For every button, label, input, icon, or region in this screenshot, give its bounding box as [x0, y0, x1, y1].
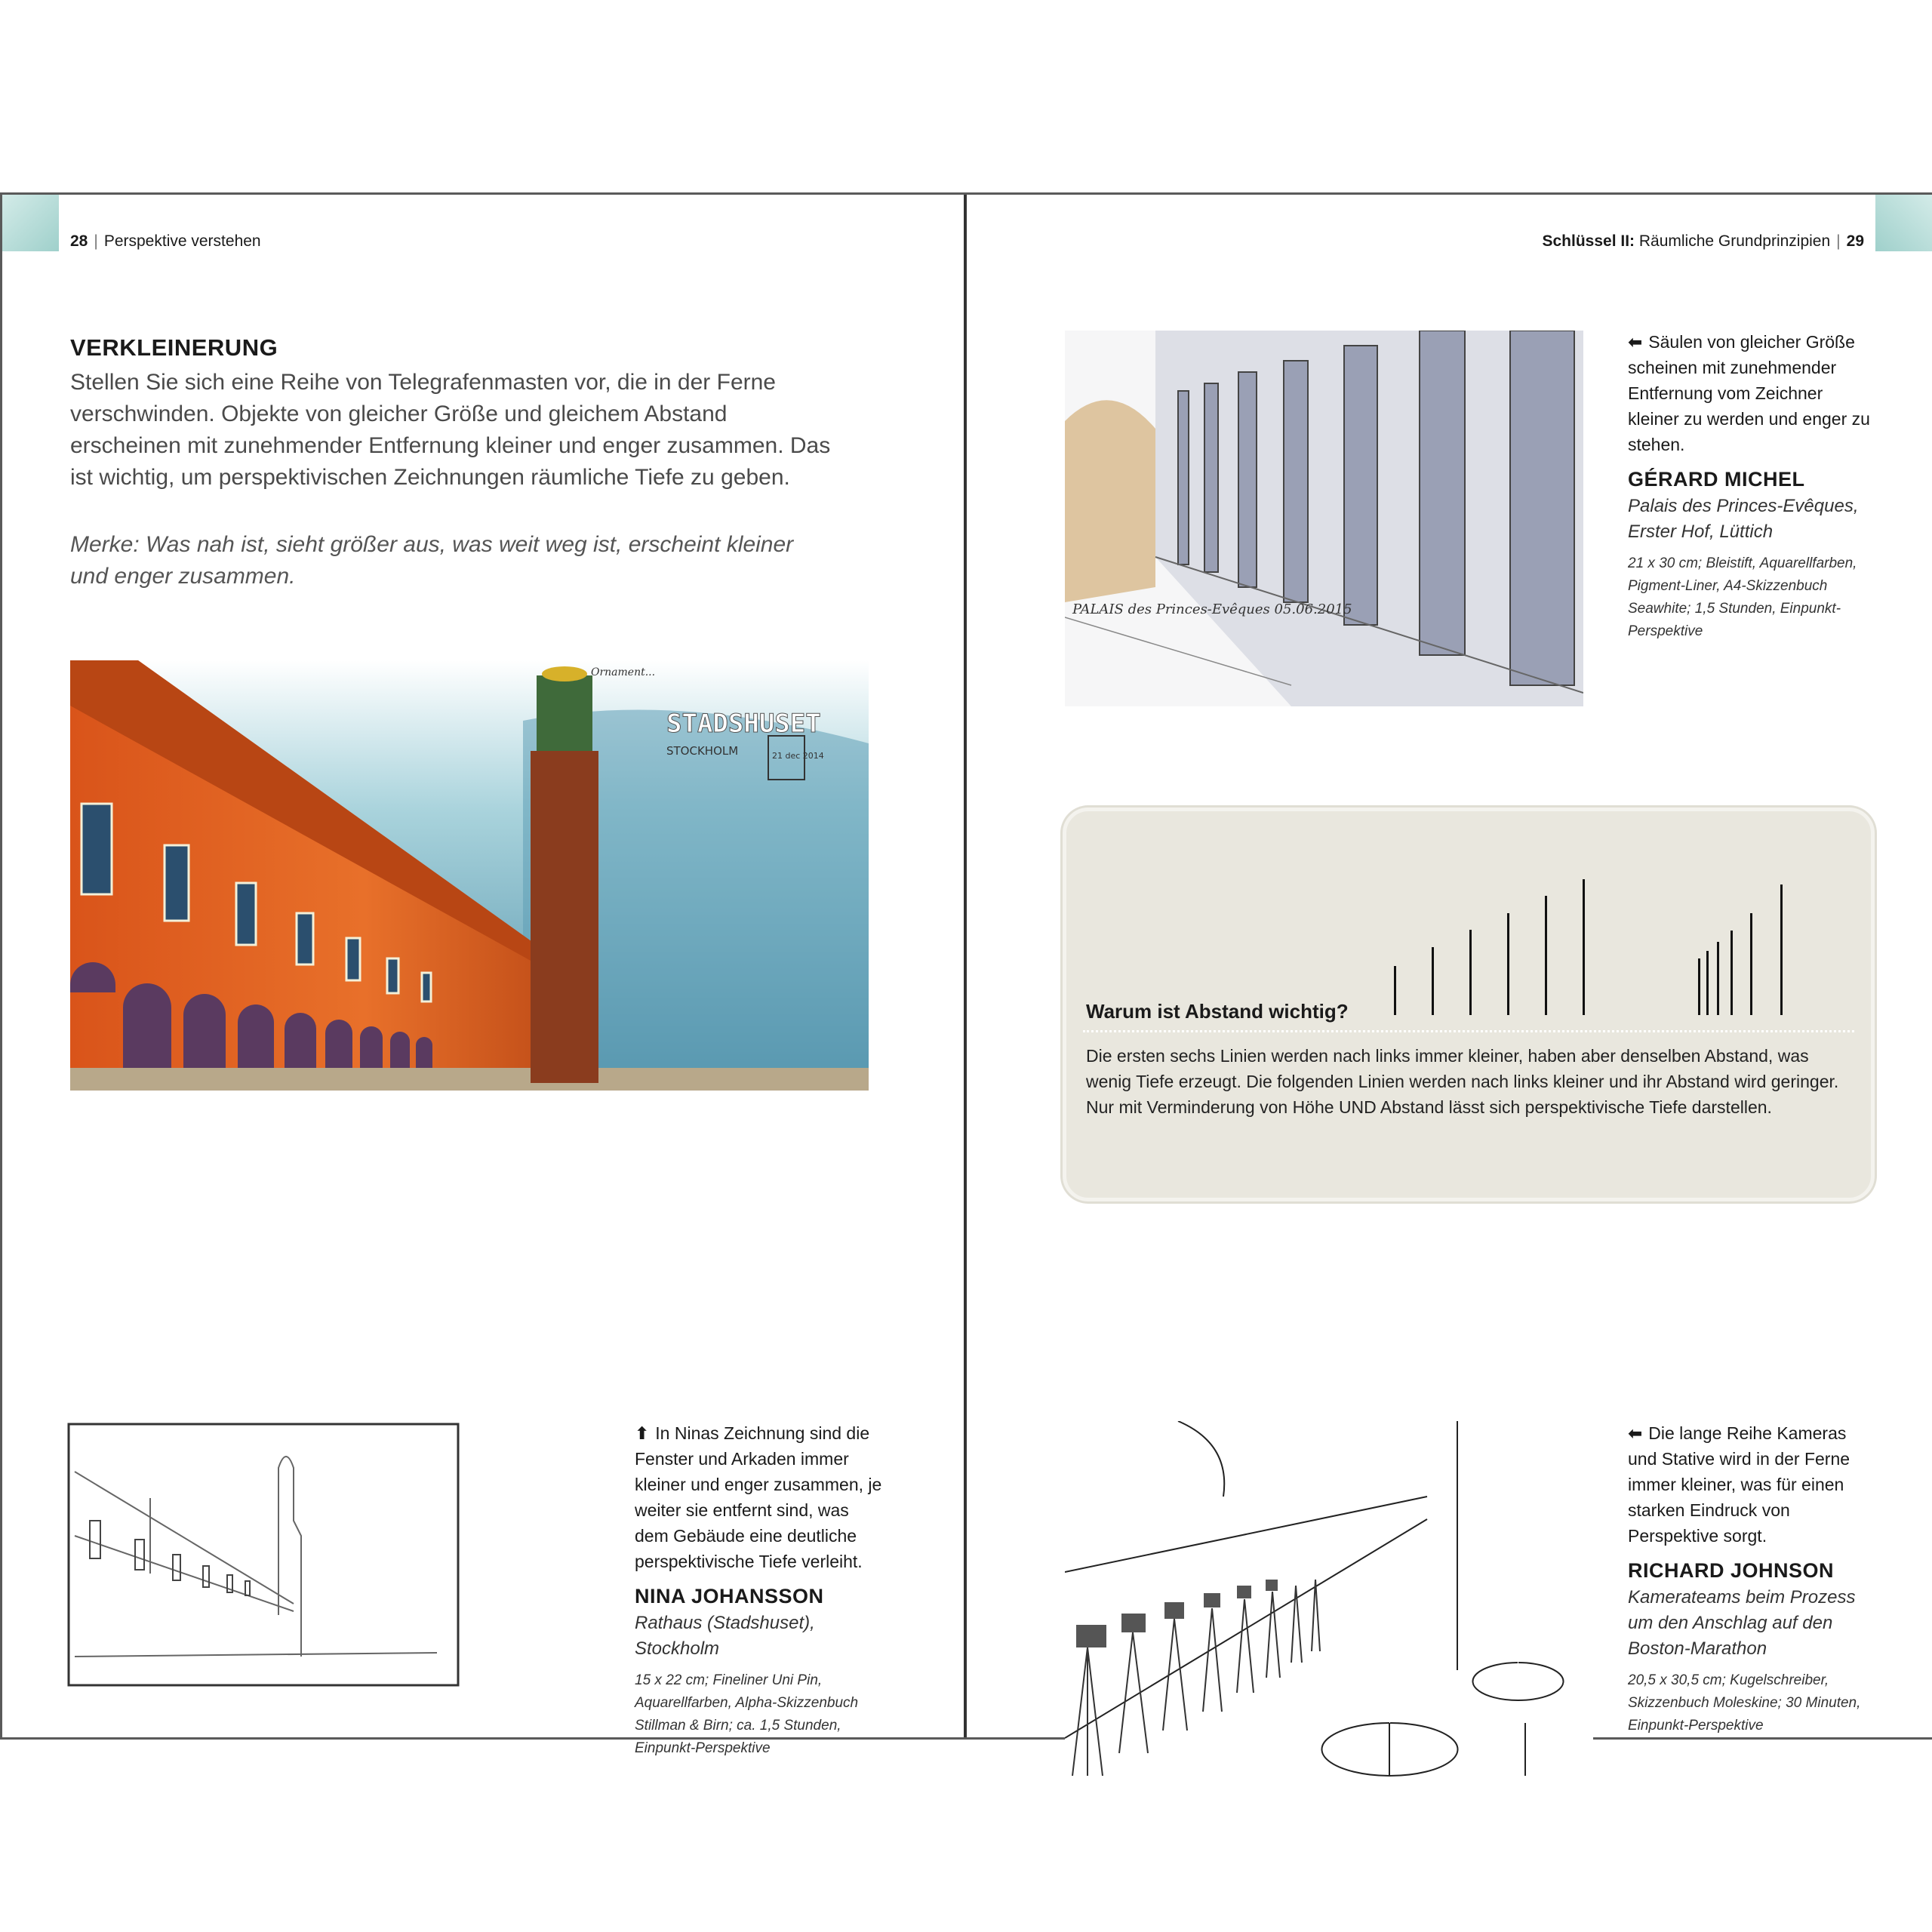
running-head-left: 28 | Perspektive verstehen [70, 232, 261, 250]
box-title: Warum ist Abstand wichtig? [1086, 1000, 1349, 1023]
caption-nina [635, 1420, 884, 1760]
technique: 15 x 22 cm; Fineliner Uni Pin, Aquarellfarben, Alpha-Skizzenbuch Stillman & Birn; ca. 1,5 Stunden, Einpunkt-Perspektive [635, 1672, 859, 1756]
svg-text:21 dec 2014: 21 dec 2014 [772, 751, 824, 761]
caption-gerard [1628, 329, 1877, 643]
section-heading: VERKLEINERUNG [70, 334, 278, 361]
svg-text:Ornament...: Ornament... [591, 666, 656, 678]
svg-text:STADSHUSET: STADSHUSET [666, 709, 821, 739]
merke-note: Merke: Was nah ist, sieht größer aus, was weit weg ist, erscheint kleiner und enger zusammen. [70, 532, 794, 589]
technique: 21 x 30 cm; Bleistift, Aquarellfarben, Pigment-Liner, A4-Skizzenbuch Seawhite; 1,5 Stunden, Einpunkt-Perspektive [1628, 555, 1857, 639]
technique: 20,5 x 30,5 cm; Kugelschreiber, Skizzenbuch Moleskine; 30 Minuten, Einpunkt-Perspektive [1628, 1672, 1861, 1734]
line-perspective-5 [1750, 913, 1752, 1015]
page-number: 28 [70, 232, 88, 250]
work-title: Palais des Princes-Evêques, Erster Hof, Lüttich [1628, 496, 1859, 542]
page-tab [1875, 195, 1932, 251]
left-page [0, 195, 968, 1756]
running-head-right: Schlüssel II: Räumliche Grundprinzipien | 29 [1542, 232, 1864, 250]
line-equal-4 [1507, 913, 1509, 1015]
caption-note: In Ninas Zeichnung sind die Fenster und Arkaden immer kleiner und enger zusammen, je weiter sie entfernt sind, was dem Gebäude eine deutliche perspektivische Tiefe verleiht. [635, 1423, 882, 1571]
box-text: Die ersten sechs Linien werden nach links immer kleiner, haben aber denselben Abstand, was wenig Tiefe erzeugt. Die folgenden Linien werden nach links kleiner und ihr Abstand wird geringer. Nur mit Verminderung von Höhe UND Abstand lässt sich perspektivische Tiefe darstellen. [1086, 1046, 1839, 1117]
intro-paragraph: Stellen Sie sich eine Reihe von Telegrafenmasten vor, die in der Ferne verschwinden. Objekte von gleicher Größe und gleichem Abstand erscheinen mit zunehmender Entfernung kleiner und enger zusammen. Das ist wichtig, um perspektivischen Zeichnungen räumliche Tiefe zu geben. [70, 370, 831, 490]
work-title: Rathaus (Stadshuset), Stockholm [635, 1613, 815, 1659]
svg-text:STOCKHOLM: STOCKHOLM [666, 744, 739, 758]
artist-name: RICHARD JOHNSON [1628, 1559, 1835, 1582]
caption-note: Säulen von gleicher Größe scheinen mit zunehmender Entfernung vom Zeichner kleiner zu werden und enger zu stehen. [1628, 332, 1870, 454]
arrow-left-icon: ⬅ [1628, 1423, 1643, 1443]
arrow-left-icon: ⬅ [1628, 332, 1643, 352]
line-equal-5 [1545, 896, 1547, 1015]
perspective-tracing [67, 1423, 460, 1687]
artist-name: NINA JOHANSSON [635, 1585, 824, 1607]
line-equal-1 [1394, 966, 1396, 1015]
line-equal-2 [1432, 947, 1434, 1015]
caption-note: Die lange Reihe Kameras und Stative wird in der Ferne immer kleiner, was für einen starken Eindruck von Perspektive sorgt. [1628, 1423, 1850, 1546]
page-tab [2, 195, 59, 251]
camera-teams-sketch [1065, 1421, 1593, 1787]
line-equal-6 [1583, 879, 1585, 1015]
line-perspective-2 [1706, 951, 1709, 1015]
artist-name: GÉRARD MICHEL [1628, 468, 1805, 491]
line-perspective-6 [1780, 884, 1783, 1015]
page-number: 29 [1846, 232, 1864, 250]
line-equal-3 [1469, 930, 1472, 1015]
arrow-up-icon: ⬆ [635, 1423, 650, 1443]
palais-inscription: PALAIS des Princes-Evêques 05.06.2015 [1072, 601, 1352, 617]
line-perspective-1 [1698, 958, 1700, 1015]
line-perspective-4 [1730, 931, 1733, 1015]
info-box [1063, 808, 1875, 1201]
caption-richard [1628, 1420, 1877, 1737]
dotted-divider [1083, 1030, 1854, 1032]
chapter-key: Schlüssel II: [1542, 232, 1635, 250]
chapter-title: Räumliche Grundprinzipien [1638, 232, 1831, 250]
line-perspective-3 [1717, 942, 1719, 1015]
chapter-title: Perspektive verstehen [103, 232, 261, 250]
work-title: Kamerateams beim Prozess um den Anschlag auf den Boston-Marathon [1628, 1587, 1856, 1659]
palais-columns-sketch [1065, 331, 1583, 706]
stadshuset-sketch [70, 660, 869, 1091]
